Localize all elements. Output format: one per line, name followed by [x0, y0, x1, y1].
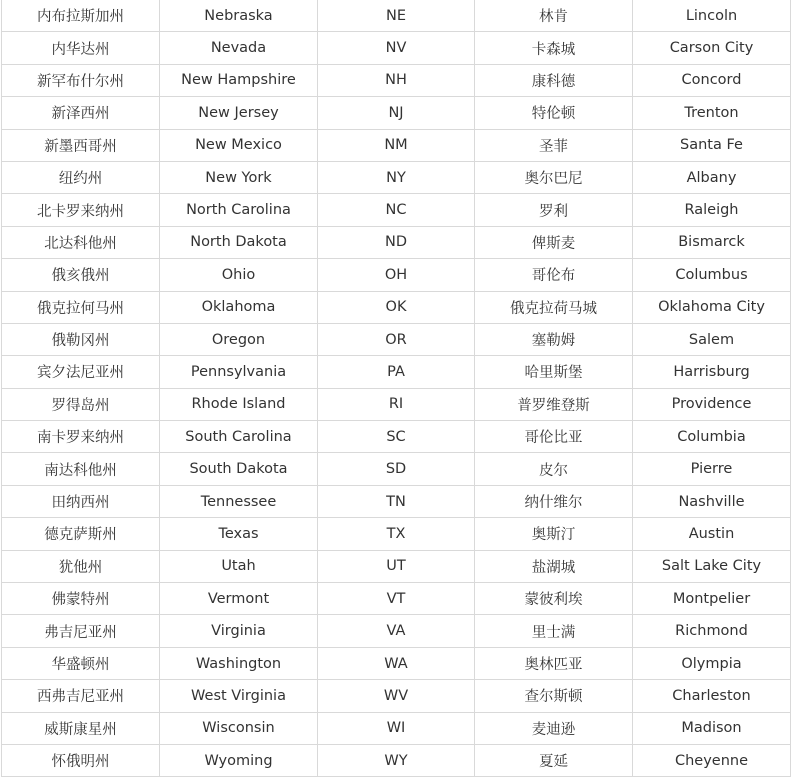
cell-capital-name: Harrisburg [633, 356, 791, 388]
cell-state-chinese: 俄亥俄州 [2, 259, 160, 291]
table-row [2, 0, 791, 32]
table-row [2, 32, 791, 64]
table-row [2, 647, 791, 679]
cell-state-chinese: 南达科他州 [2, 453, 160, 485]
cell-state-name: New Jersey [160, 97, 318, 129]
cell-state-name: New Mexico [160, 129, 318, 161]
table-row [2, 356, 791, 388]
cell-capital-chinese: 俾斯麦 [475, 226, 633, 258]
cell-state-chinese: 罗得岛州 [2, 388, 160, 420]
cell-state-chinese: 内华达州 [2, 32, 160, 64]
cell-state-abbreviation: NM [318, 129, 475, 161]
cell-capital-name: Columbus [633, 259, 791, 291]
cell-capital-chinese: 蒙彼利埃 [475, 583, 633, 615]
cell-capital-name: Trenton [633, 97, 791, 129]
cell-state-chinese: 宾夕法尼亚州 [2, 356, 160, 388]
cell-state-abbreviation: WV [318, 680, 475, 712]
table-row [2, 161, 791, 193]
cell-capital-name: Olympia [633, 647, 791, 679]
cell-state-chinese: 俄克拉何马州 [2, 291, 160, 323]
cell-state-chinese: 弗吉尼亚州 [2, 615, 160, 647]
cell-state-abbreviation: OK [318, 291, 475, 323]
cell-state-name: North Carolina [160, 194, 318, 226]
table-row [2, 129, 791, 161]
table-row [2, 259, 791, 291]
cell-capital-chinese: 哥伦布 [475, 259, 633, 291]
cell-capital-name: Charleston [633, 680, 791, 712]
cell-state-abbreviation: TX [318, 518, 475, 550]
cell-capital-name: Oklahoma City [633, 291, 791, 323]
cell-state-abbreviation: NE [318, 0, 475, 32]
cell-state-abbreviation: PA [318, 356, 475, 388]
cell-capital-chinese: 查尔斯顿 [475, 680, 633, 712]
cell-state-name: New York [160, 161, 318, 193]
table-row [2, 485, 791, 517]
cell-state-name: Virginia [160, 615, 318, 647]
cell-state-name: Ohio [160, 259, 318, 291]
cell-capital-chinese: 罗利 [475, 194, 633, 226]
cell-state-abbreviation: WA [318, 647, 475, 679]
cell-state-name: Wisconsin [160, 712, 318, 744]
cell-capital-name: Austin [633, 518, 791, 550]
cell-capital-chinese: 卡森城 [475, 32, 633, 64]
cell-state-abbreviation: NJ [318, 97, 475, 129]
cell-capital-chinese: 塞勒姆 [475, 323, 633, 355]
cell-state-name: Nevada [160, 32, 318, 64]
cell-state-name: Tennessee [160, 485, 318, 517]
cell-capital-chinese: 康科德 [475, 64, 633, 96]
cell-capital-name: Providence [633, 388, 791, 420]
table-row [2, 680, 791, 712]
cell-capital-name: Pierre [633, 453, 791, 485]
cell-capital-name: Salt Lake City [633, 550, 791, 582]
cell-capital-name: Raleigh [633, 194, 791, 226]
table-row [2, 388, 791, 420]
cell-state-chinese: 纽约州 [2, 161, 160, 193]
cell-capital-name: Cheyenne [633, 744, 791, 776]
cell-capital-name: Santa Fe [633, 129, 791, 161]
cell-state-abbreviation: VA [318, 615, 475, 647]
cell-capital-chinese: 圣菲 [475, 129, 633, 161]
cell-capital-chinese: 皮尔 [475, 453, 633, 485]
cell-capital-chinese: 哈里斯堡 [475, 356, 633, 388]
cell-state-name: Utah [160, 550, 318, 582]
table-row [2, 744, 791, 776]
cell-capital-name: Richmond [633, 615, 791, 647]
cell-state-name: Nebraska [160, 0, 318, 32]
cell-capital-chinese: 普罗维登斯 [475, 388, 633, 420]
cell-state-abbreviation: NY [318, 161, 475, 193]
cell-state-abbreviation: OH [318, 259, 475, 291]
cell-capital-name: Lincoln [633, 0, 791, 32]
cell-capital-chinese: 奥斯汀 [475, 518, 633, 550]
cell-state-name: New Hampshire [160, 64, 318, 96]
cell-capital-name: Concord [633, 64, 791, 96]
cell-capital-name: Madison [633, 712, 791, 744]
cell-state-chinese: 田纳西州 [2, 485, 160, 517]
cell-state-chinese: 内布拉斯加州 [2, 0, 160, 32]
cell-state-chinese: 华盛顿州 [2, 647, 160, 679]
cell-state-name: Vermont [160, 583, 318, 615]
table-row [2, 97, 791, 129]
cell-capital-name: Nashville [633, 485, 791, 517]
cell-state-abbreviation: UT [318, 550, 475, 582]
cell-capital-chinese: 林肯 [475, 0, 633, 32]
cell-capital-name: Albany [633, 161, 791, 193]
cell-state-chinese: 新墨西哥州 [2, 129, 160, 161]
cell-state-name: South Carolina [160, 421, 318, 453]
cell-capital-chinese: 夏延 [475, 744, 633, 776]
cell-state-abbreviation: WI [318, 712, 475, 744]
cell-capital-chinese: 里士满 [475, 615, 633, 647]
cell-capital-name: Bismarck [633, 226, 791, 258]
cell-state-name: Texas [160, 518, 318, 550]
cell-capital-name: Carson City [633, 32, 791, 64]
cell-state-chinese: 新罕布什尔州 [2, 64, 160, 96]
cell-state-name: Rhode Island [160, 388, 318, 420]
cell-state-name: Pennsylvania [160, 356, 318, 388]
cell-state-name: Wyoming [160, 744, 318, 776]
cell-state-abbreviation: TN [318, 485, 475, 517]
table-row [2, 194, 791, 226]
cell-capital-chinese: 特伦顿 [475, 97, 633, 129]
cell-state-chinese: 西弗吉尼亚州 [2, 680, 160, 712]
table-row [2, 64, 791, 96]
cell-capital-chinese: 盐湖城 [475, 550, 633, 582]
cell-capital-chinese: 麦迪逊 [475, 712, 633, 744]
table-row [2, 712, 791, 744]
cell-state-chinese: 怀俄明州 [2, 744, 160, 776]
cell-state-chinese: 威斯康星州 [2, 712, 160, 744]
cell-state-abbreviation: NV [318, 32, 475, 64]
cell-state-abbreviation: NC [318, 194, 475, 226]
cell-state-abbreviation: ND [318, 226, 475, 258]
table-row [2, 518, 791, 550]
cell-state-chinese: 新泽西州 [2, 97, 160, 129]
cell-state-chinese: 俄勒冈州 [2, 323, 160, 355]
cell-state-abbreviation: RI [318, 388, 475, 420]
cell-capital-name: Montpelier [633, 583, 791, 615]
cell-state-name: South Dakota [160, 453, 318, 485]
cell-state-name: North Dakota [160, 226, 318, 258]
cell-state-chinese: 北达科他州 [2, 226, 160, 258]
cell-capital-chinese: 哥伦比亚 [475, 421, 633, 453]
states-capitals-table [1, 0, 791, 777]
table-row [2, 226, 791, 258]
cell-capital-chinese: 纳什维尔 [475, 485, 633, 517]
cell-capital-chinese: 奥尔巴尼 [475, 161, 633, 193]
cell-state-abbreviation: WY [318, 744, 475, 776]
cell-state-abbreviation: VT [318, 583, 475, 615]
cell-capital-chinese: 俄克拉荷马城 [475, 291, 633, 323]
table-row [2, 291, 791, 323]
cell-state-name: Oregon [160, 323, 318, 355]
table-row [2, 550, 791, 582]
table-row [2, 615, 791, 647]
cell-state-abbreviation: SD [318, 453, 475, 485]
cell-state-name: Washington [160, 647, 318, 679]
cell-state-chinese: 北卡罗来纳州 [2, 194, 160, 226]
table-row [2, 583, 791, 615]
cell-state-abbreviation: OR [318, 323, 475, 355]
table-body [2, 0, 791, 777]
table-row [2, 323, 791, 355]
table-row [2, 453, 791, 485]
cell-capital-chinese: 奥林匹亚 [475, 647, 633, 679]
cell-state-chinese: 德克萨斯州 [2, 518, 160, 550]
table-row [2, 421, 791, 453]
cell-state-chinese: 佛蒙特州 [2, 583, 160, 615]
cell-capital-name: Columbia [633, 421, 791, 453]
cell-state-chinese: 南卡罗来纳州 [2, 421, 160, 453]
cell-state-name: West Virginia [160, 680, 318, 712]
cell-state-chinese: 犹他州 [2, 550, 160, 582]
cell-state-abbreviation: NH [318, 64, 475, 96]
cell-state-abbreviation: SC [318, 421, 475, 453]
cell-state-name: Oklahoma [160, 291, 318, 323]
cell-capital-name: Salem [633, 323, 791, 355]
